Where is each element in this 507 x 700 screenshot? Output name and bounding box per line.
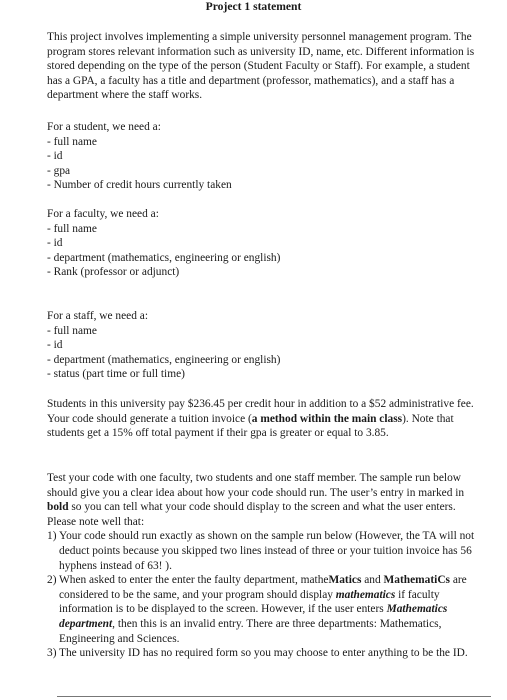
student-item: - Number of credit hours currently taken bbox=[47, 179, 232, 192]
tuition-text-2: ). Note that students get a 15% off total payment if their gpa is greater or equal to 3.85. bbox=[47, 412, 454, 440]
note-heading: Please note well that: bbox=[47, 515, 145, 528]
faculty-item: - id bbox=[47, 237, 63, 250]
test-paragraph bbox=[47, 471, 487, 661]
student-section bbox=[47, 120, 487, 193]
student-heading: For a student, we need a: bbox=[47, 121, 161, 133]
note-text: When asked to enter the enter the faulty department, bbox=[59, 574, 301, 587]
staff-section bbox=[47, 309, 487, 382]
note-dept-variant-1 bbox=[301, 574, 362, 586]
note-number: 2) bbox=[47, 574, 57, 587]
note-item-1 bbox=[47, 529, 487, 573]
note-dept-display: mathematics bbox=[335, 588, 396, 601]
tuition-text bbox=[47, 397, 487, 441]
note-text: , then this is an invalid entry. There are three departments: Mathematics, Engineering and Sciences. bbox=[59, 617, 442, 645]
student-item: - full name bbox=[47, 135, 97, 148]
intro-paragraph bbox=[47, 30, 487, 103]
student-item: - id bbox=[47, 150, 63, 163]
bottom-rule bbox=[57, 696, 491, 697]
faculty-item: - department (mathematics, engineering or english) bbox=[47, 251, 281, 264]
note-text: if faculty information is to be displayed to the screen. However, if the user enters bbox=[59, 588, 440, 616]
note-text-and: and bbox=[361, 574, 384, 587]
test-text bbox=[47, 471, 487, 515]
note-number: 1) bbox=[47, 530, 57, 543]
staff-item: - full name bbox=[47, 324, 97, 337]
page-title: Project 1 statement bbox=[205, 0, 302, 13]
note-item-3 bbox=[47, 646, 487, 661]
faculty-item: - full name bbox=[47, 222, 97, 235]
staff-heading: For a staff, we need a: bbox=[47, 310, 149, 322]
tuition-bold: a method within the main class bbox=[251, 412, 403, 425]
staff-item: - id bbox=[47, 339, 63, 352]
note-text: Your code should run exactly as shown on the sample run below (However, the TA will not deduct points because you skipped two lines instead of three or your tuition invoice has 56 hyphens instead of 63! ). bbox=[59, 530, 475, 572]
faculty-heading: For a faculty, we need a: bbox=[47, 208, 159, 220]
intro-text: This project involves implementing a simple university personnel management program. The program stores relevant information such as university ID, name, etc. Different information is stored depending on the type of the person (Student Faculty or Staff). For example, a student has a GPA, a faculty has a title and department (professor, mathematics), and a staff has a department where the staff works. bbox=[47, 31, 475, 102]
note-text: are considered to be the same, and your program should display bbox=[59, 574, 467, 601]
note-dept-variant-2: MathematiCs bbox=[383, 574, 450, 587]
note-number: 3) bbox=[47, 647, 57, 660]
staff-item: - status (part time or full time) bbox=[47, 368, 185, 381]
test-text-1: Test your code with one faculty, two students and one staff member. The sample run below should give you a clear idea about how your code should run. The user’s entry in marked in bbox=[47, 472, 465, 499]
note-item-2 bbox=[47, 573, 487, 646]
faculty-section bbox=[47, 207, 487, 280]
note-dept-variant-1b: Matics bbox=[328, 574, 362, 587]
tuition-paragraph bbox=[47, 397, 487, 441]
tuition-text-1: Students in this university pay $236.45 per credit hour in addition to a $52 administrative fee. Your code should generate a tuition invoice ( bbox=[47, 398, 474, 425]
test-bold: bold bbox=[47, 501, 69, 514]
note-text: The university ID has no required form so you may choose to enter anything to be the ID. bbox=[59, 647, 468, 660]
test-text-2: so you can tell what your code should display to the screen and what the user enters. bbox=[68, 501, 456, 514]
faculty-item: - Rank (professor or adjunct) bbox=[47, 266, 180, 279]
student-item: - gpa bbox=[47, 164, 71, 177]
note-dept-variant-1a: mathe bbox=[300, 574, 329, 587]
staff-item: - department (mathematics, engineering or english) bbox=[47, 353, 281, 366]
note-dept-invalid: Mathematics department bbox=[59, 603, 448, 630]
